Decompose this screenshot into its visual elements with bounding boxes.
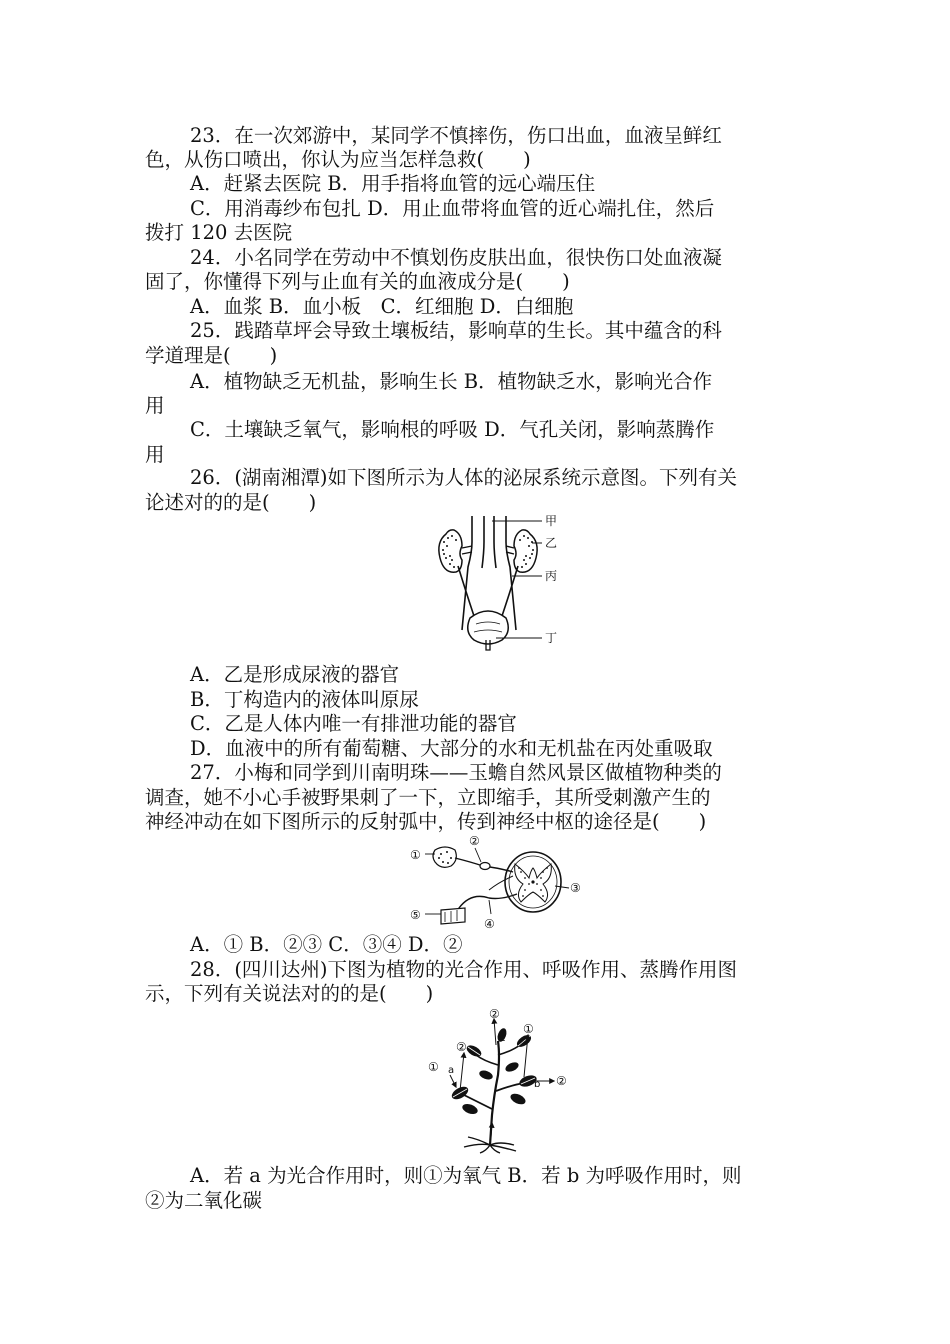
reflex-label-2: ② (469, 834, 480, 848)
q25-option-d-cont: 用 (145, 443, 165, 466)
urinary-system-figure (432, 512, 572, 652)
q28-line-2: 示，下列有关说法对的的是( ) (145, 982, 434, 1005)
q26-option-d: D．血液中的所有葡萄糖、大部分的水和无机盐在丙处重吸取 (190, 737, 713, 760)
plant-figure (420, 1005, 580, 1155)
plant-label-b: b (534, 1079, 541, 1090)
q25-option-ab: A．植物缺乏无机盐，影响生长 B．植物缺乏水，影响光合作 (190, 370, 713, 393)
reflex-label-3: ③ (570, 881, 581, 895)
q26-option-b: B．丁构造内的液体叫原尿 (190, 688, 419, 711)
urinary-label-ding: 丁 (545, 631, 558, 645)
q25-line-1: 25．践踏草坪会导致土壤板结，影响草的生长。其中蕴含的科 (190, 319, 722, 342)
reflex-label-4: ④ (484, 917, 495, 931)
plant-label-a: a (448, 1065, 455, 1076)
q23-line-2: 色，从伤口喷出，你认为应当怎样急救( ) (145, 148, 531, 171)
q28-option-b-cont: ②为二氧化碳 (145, 1189, 263, 1212)
q27-options: A．① B．②③ C．③④ D．② (190, 933, 463, 956)
q25-option-cd: C．土壤缺乏氧气，影响根的呼吸 D．气孔关闭，影响蒸腾作 (190, 418, 715, 441)
urinary-label-bing: 丙 (545, 569, 558, 583)
plant-label-2-top: ② (489, 1007, 500, 1021)
q26-line-2: 论述对的的是( ) (145, 491, 317, 514)
plant-label-c: c (500, 1033, 506, 1044)
plant-label-2-left: ② (456, 1040, 467, 1054)
reflex-arc-figure (405, 832, 590, 932)
q28-line-1: 28．(四川达州)下图为植物的光合作用、呼吸作用、蒸腾作用图 (190, 958, 738, 981)
plant-label-1-left: ① (428, 1060, 439, 1074)
q24-line-2: 固了，你懂得下列与止血有关的血液成分是( ) (145, 270, 570, 293)
q26-option-c: C．乙是人体内唯一有排泄功能的器官 (190, 712, 517, 735)
q27-line-3: 神经冲动在如下图所示的反射弧中，传到神经中枢的途径是( ) (145, 810, 707, 833)
q26-line-1: 26．(湖南湘潭)如下图所示为人体的泌尿系统示意图。下列有关 (190, 466, 738, 489)
reflex-label-1: ① (410, 848, 421, 862)
q23-option-d-cont: 拨打 120 去医院 (145, 221, 293, 244)
q27-line-2: 调查，她不小心手被野果刺了一下，立即缩手，其所受刺激产生的 (145, 786, 711, 809)
q26-option-a: A．乙是形成尿液的器官 (190, 663, 400, 686)
q23-option-cd: C．用消毒纱布包扎 D．用止血带将血管的近心端扎住，然后 (190, 197, 715, 220)
plant-label-1-right: ① (523, 1022, 534, 1036)
q24-options: A．血浆 B．血小板 C．红细胞 D．白细胞 (190, 295, 574, 318)
urinary-label-jia: 甲 (545, 514, 558, 528)
q25-option-b-cont: 用 (145, 394, 165, 417)
q23-line-1: 23．在一次郊游中，某同学不慎摔伤，伤口出血，血液呈鲜红 (190, 124, 722, 147)
q27-line-1: 27．小梅和同学到川南明珠——玉蟾自然风景区做植物种类的 (190, 761, 722, 784)
q24-line-1: 24．小名同学在劳动中不慎划伤皮肤出血，很快伤口处血液凝 (190, 246, 722, 269)
q23-option-ab: A．赶紧去医院 B．用手指将血管的远心端压住 (190, 172, 596, 195)
q28-option-ab: A．若 a 为光合作用时，则①为氧气 B．若 b 为呼吸作用时，则 (190, 1164, 742, 1187)
q25-line-2: 学道理是( ) (145, 344, 278, 367)
urinary-label-yi: 乙 (545, 536, 558, 550)
plant-label-2-right: ② (556, 1074, 567, 1088)
reflex-label-5: ⑤ (410, 908, 421, 922)
